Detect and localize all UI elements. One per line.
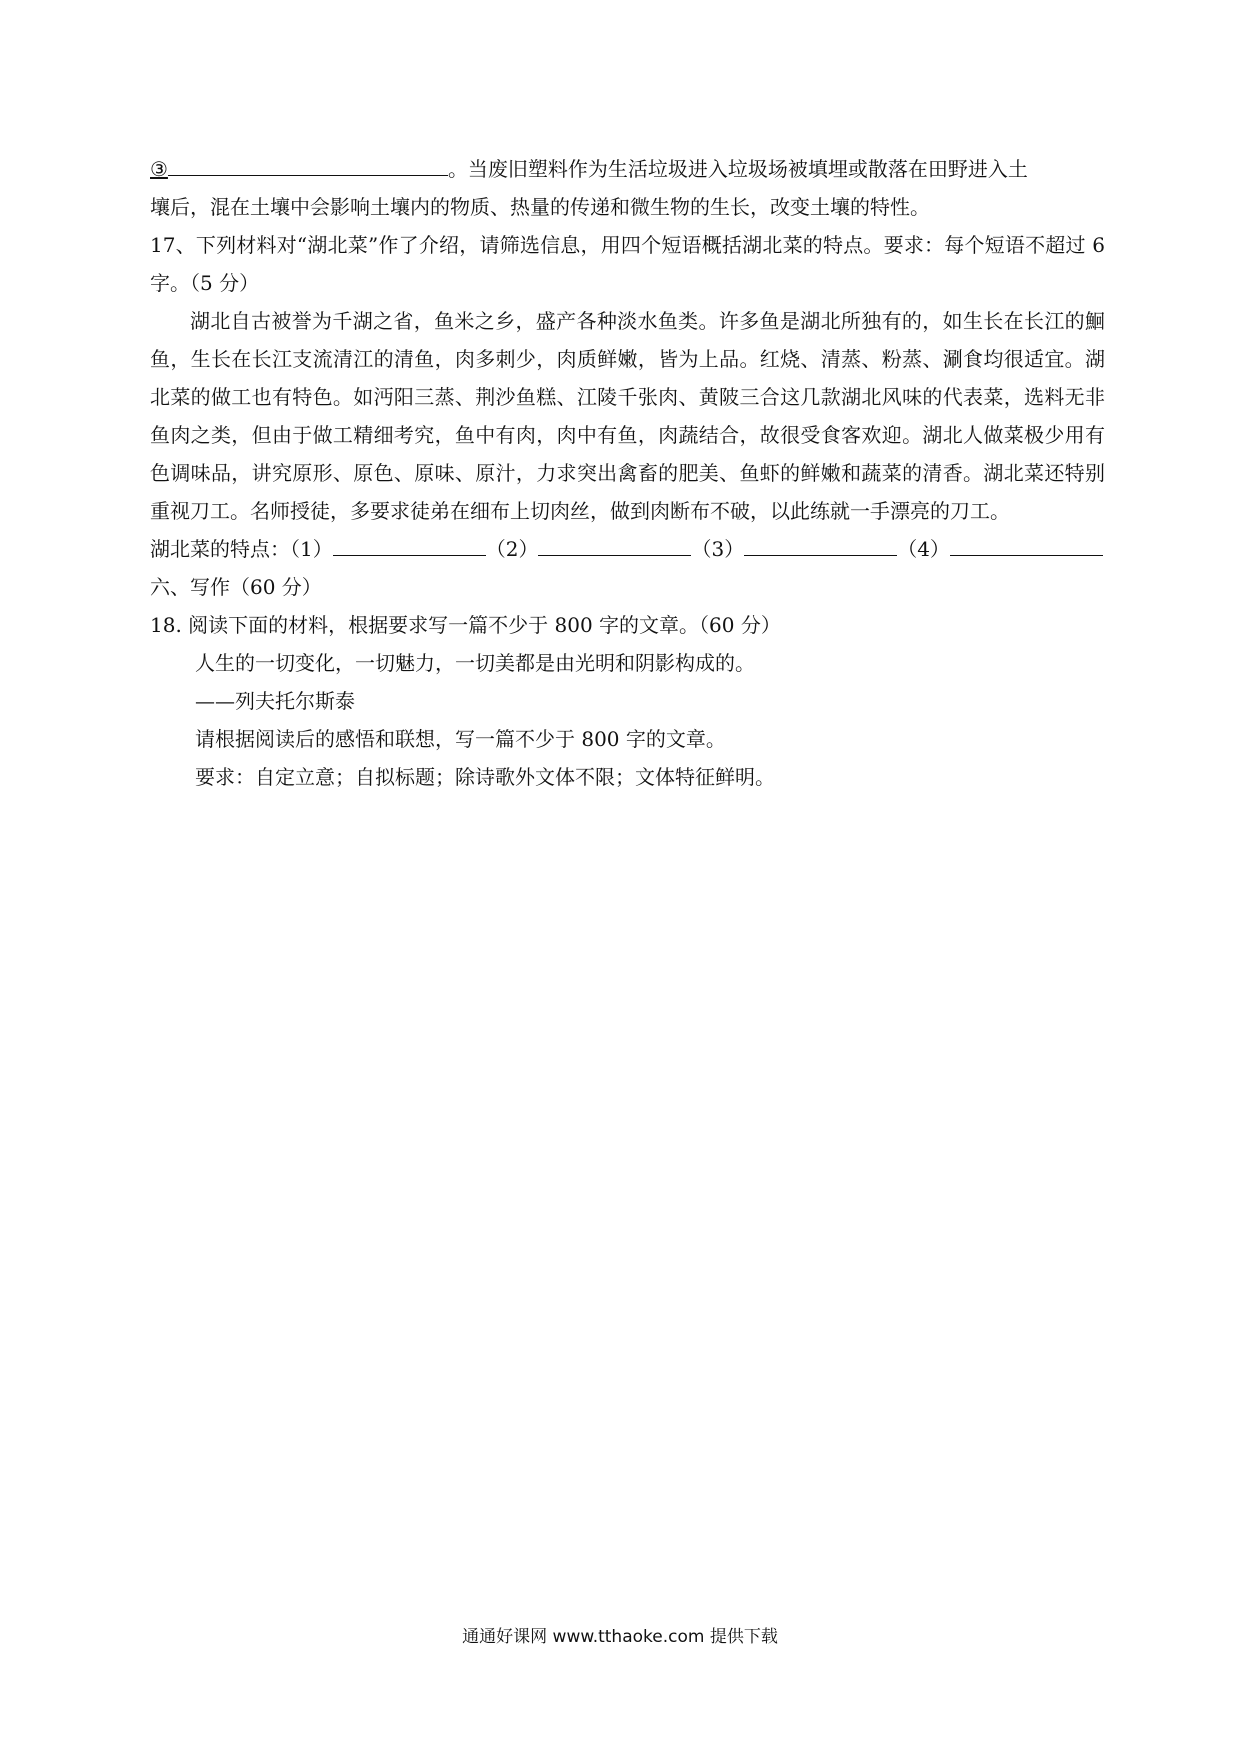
q18-material bbox=[150, 644, 1105, 796]
q17-item-2-label: （2） bbox=[485, 537, 539, 561]
q16-tail-line1-text: 。当废旧塑料作为生活垃圾进入垃圾场被填埋或散落在田野进入土 bbox=[447, 157, 1028, 181]
q18-instruction: 请根据阅读后的感悟和联想，写一篇不少于 800 字的文章。 bbox=[195, 727, 726, 751]
q18-requirement: 要求：自定立意；自拟标题；除诗歌外文体不限；文体特征鲜明。 bbox=[195, 765, 775, 789]
answer-blank-3[interactable] bbox=[168, 153, 448, 176]
q17-answer-blank-2[interactable] bbox=[538, 533, 691, 556]
q16-tail-line2: 壤后，混在土壤中会影响土壤内的物质、热量的传递和微生物的生长，改变土壤的特性。 bbox=[150, 195, 930, 219]
q18-quote: 人生的一切变化，一切魅力，一切美都是由光明和阴影构成的。 bbox=[195, 651, 755, 675]
q17-item-4-label: （4） bbox=[897, 537, 950, 561]
q17-item-3-label: （3） bbox=[691, 537, 745, 561]
section-6-heading: 六、写作（60 分） bbox=[150, 575, 322, 599]
q17-answer-blank-4[interactable] bbox=[950, 533, 1103, 556]
q17-item-1-label: （1） bbox=[290, 537, 333, 561]
circled-number-three: ③ bbox=[150, 157, 168, 181]
q17-answer-blank-1[interactable] bbox=[333, 533, 486, 556]
q17-prompt: 17、下列材料对“湖北菜”作了介绍，请筛选信息，用四个短语概括湖北菜的特点。要求：每个短语不超过 6 字。（5 分） bbox=[150, 233, 1105, 295]
q18-attribution: ——列夫托尔斯泰 bbox=[195, 689, 355, 713]
q17-answer-row bbox=[150, 530, 1105, 568]
page-footer: 通通好课网 www.tthaoke.com 提供下载 bbox=[462, 1627, 778, 1647]
q16-tail-line1 bbox=[150, 150, 1105, 188]
q18-prompt: 18. 阅读下面的材料，根据要求写一篇不少于 800 字的文章。（60 分） bbox=[150, 613, 781, 637]
q17-answer-blank-3[interactable] bbox=[744, 533, 897, 556]
q17-answer-label: 湖北菜的特点： bbox=[150, 537, 290, 561]
q17-passage: 湖北自古被誉为千湖之省，鱼米之乡，盛产各种淡水鱼类。许多鱼是湖北所独有的，如生长在长江的鮰鱼，生长在长江支流清江的清鱼，肉多刺少，肉质鲜嫩，皆为上品。红烧、清蒸、粉蒸、涮食均很适宜。湖北菜的做工也有特色。如沔阳三蒸、荆沙鱼糕、江陵千张肉、黄陂三合这几款湖北风味的代表菜，选料无非鱼肉之类，但由于做工精细考究，鱼中有肉，肉中有鱼，肉蔬结合，故很受食客欢迎。湖北人做菜极少用有色调味品，讲究原形、原色、原味、原汁，力求突出禽畜的肥美、鱼虾的鲜嫩和蔬菜的清香。湖北菜还特别重视刀工。名师授徒，多要求徒弟在细布上切肉丝，做到肉断布不破，以此练就一手漂亮的刀工。 bbox=[150, 309, 1105, 523]
exam-page bbox=[150, 150, 1105, 796]
